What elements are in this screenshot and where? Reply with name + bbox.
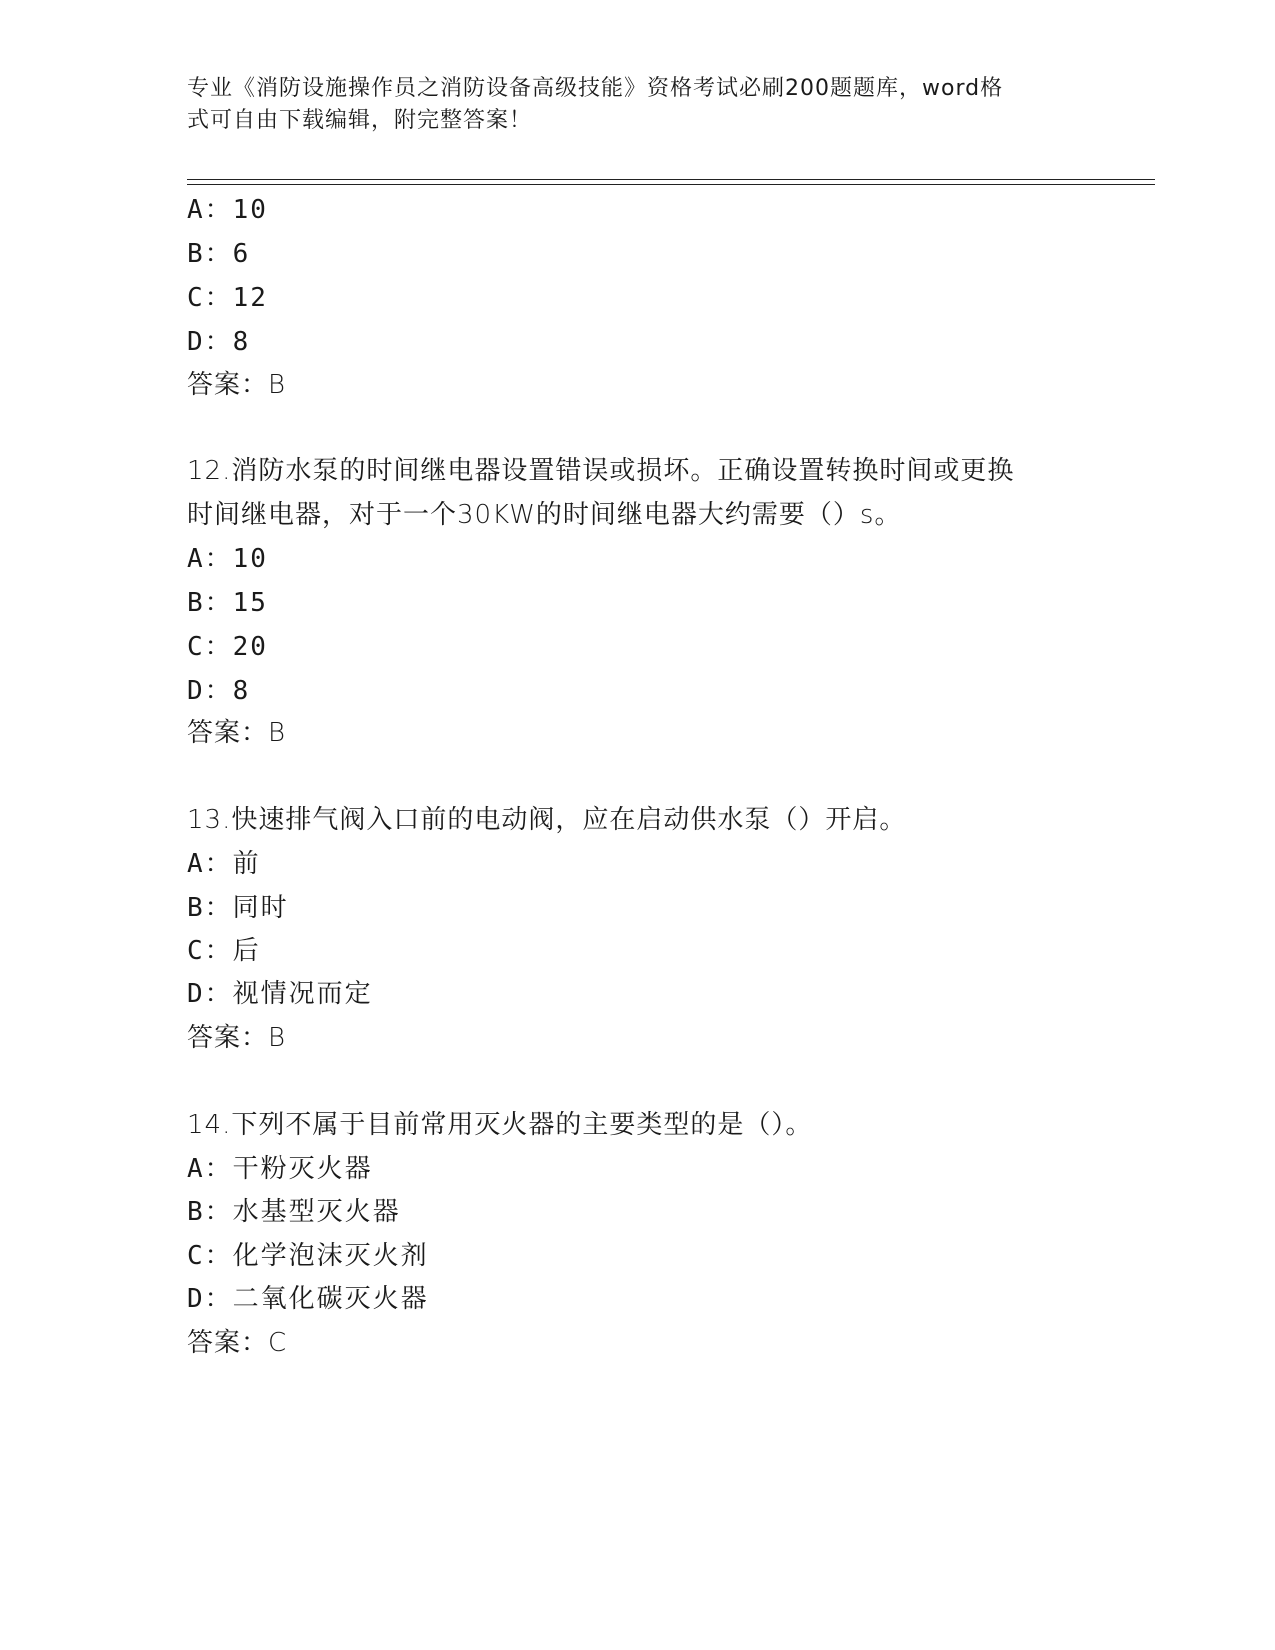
q13-option-a: A：前 xyxy=(187,849,261,879)
header-line-2: 式可自由下载编辑，附完整答案！ xyxy=(187,108,533,133)
q11-option-b: B：6 xyxy=(187,239,251,269)
q13-option-d: D：视情况而定 xyxy=(187,979,373,1009)
q11-option-c: C：12 xyxy=(187,283,268,313)
q12-option-b: B：15 xyxy=(187,588,268,618)
q14-option-b: B：水基型灭火器 xyxy=(187,1197,401,1227)
q11-option-d: D：8 xyxy=(187,327,251,357)
q11-answer: 答案：B xyxy=(187,370,287,400)
q12-answer: 答案：B xyxy=(187,718,287,748)
q13-stem-line-1: 13.快速排气阀入口前的电动阀，应在启动供水泵（）开启。 xyxy=(187,805,907,835)
header-divider-top xyxy=(187,179,1155,180)
header-divider-bottom xyxy=(187,184,1155,185)
q13-answer: 答案：B xyxy=(187,1023,287,1053)
q12-stem-line-1: 12.消防水泵的时间继电器设置错误或损坏。正确设置转换时间或更换 xyxy=(187,456,1015,486)
q14-stem-line-1: 14.下列不属于目前常用灭火器的主要类型的是（）。 xyxy=(187,1110,813,1140)
q12-option-a: A：10 xyxy=(187,544,268,574)
q14-answer: 答案：C xyxy=(187,1328,288,1358)
q14-option-d: D：二氧化碳灭火器 xyxy=(187,1284,429,1314)
q13-option-b: B：同时 xyxy=(187,893,289,923)
q13-option-c: C：后 xyxy=(187,936,261,966)
q14-option-a: A：干粉灭火器 xyxy=(187,1154,373,1184)
q14-option-c: C：化学泡沫灭火剂 xyxy=(187,1241,429,1271)
q12-stem-line-2: 时间继电器，对于一个30KW的时间继电器大约需要（）s。 xyxy=(187,500,902,530)
q11-option-a: A：10 xyxy=(187,195,268,225)
q12-option-d: D：8 xyxy=(187,676,251,706)
q12-option-c: C：20 xyxy=(187,632,268,662)
header-line-1: 专业《消防设施操作员之消防设备高级技能》资格考试必刷200题题库，word格 xyxy=(187,76,1004,101)
document-header xyxy=(187,73,1067,137)
